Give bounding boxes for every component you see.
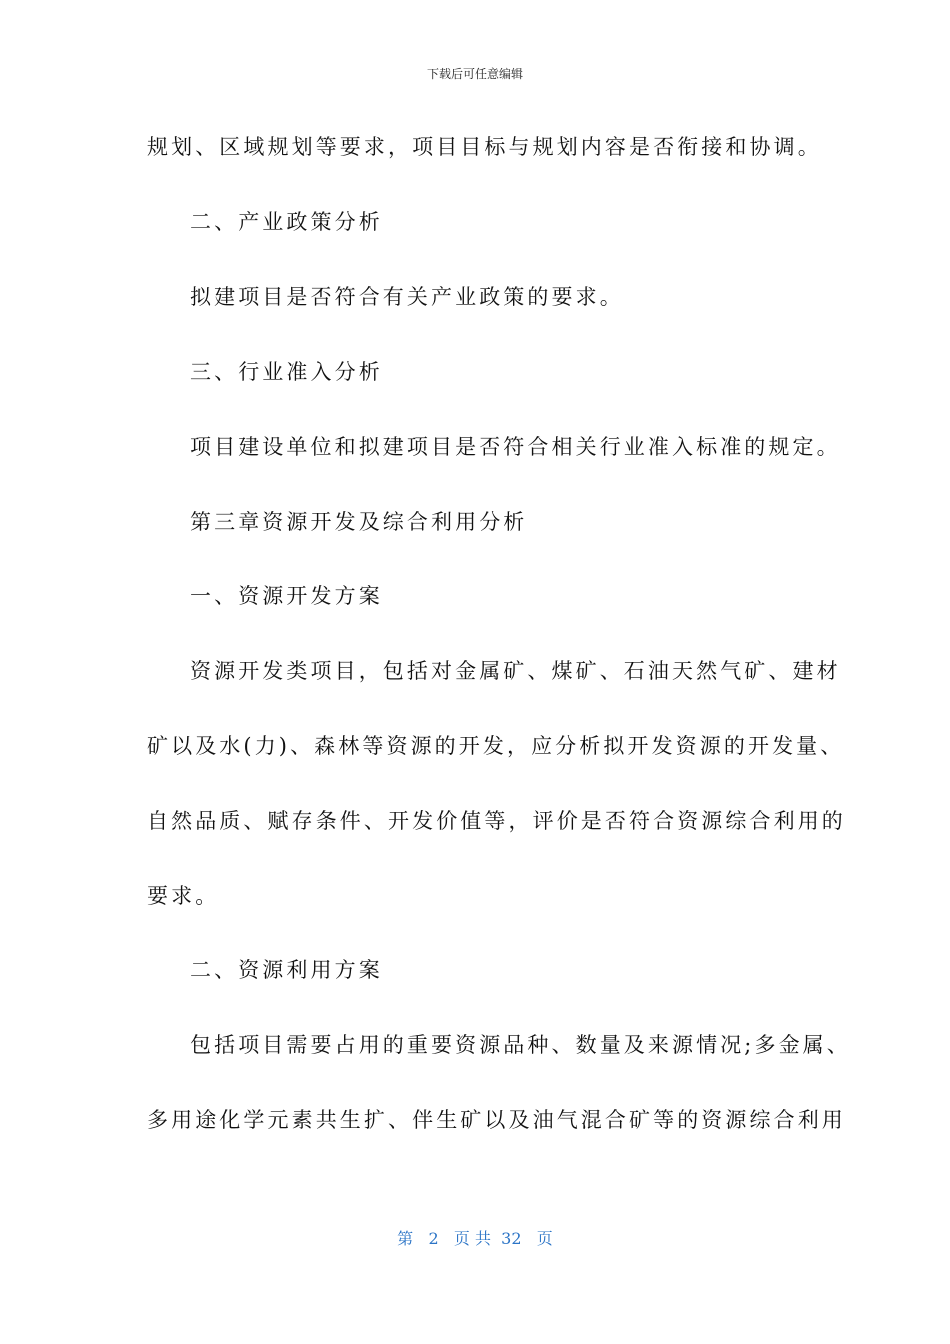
footer-suffix: 页 bbox=[536, 1229, 553, 1248]
paragraph-line-11: 要求。 bbox=[147, 884, 220, 908]
paragraph-line-9: 矿以及水(力)、森林等资源的开发，应分析拟开发资源的开发量、 bbox=[147, 734, 845, 758]
footer-middle: 页 共 bbox=[453, 1229, 491, 1248]
page-header: 下载后可任意编辑 bbox=[426, 67, 523, 81]
footer-total-pages: 32 bbox=[501, 1229, 522, 1248]
section-heading-industry-policy: 二、产业政策分析 bbox=[190, 210, 383, 234]
paragraph-line-1: 规划、区域规划等要求，项目目标与规划内容是否衔接和协调。 bbox=[147, 135, 822, 159]
paragraph-line-8: 资源开发类项目，包括对金属矿、煤矿、石油天然气矿、建材 bbox=[190, 659, 841, 683]
paragraph-line-13: 包括项目需要占用的重要资源品种、数量及来源情况;多金属、 bbox=[190, 1033, 851, 1057]
section-heading-utilization-plan: 二、资源利用方案 bbox=[190, 958, 383, 982]
section-heading-development-plan: 一、资源开发方案 bbox=[190, 584, 383, 608]
footer-current-page: 2 bbox=[428, 1229, 439, 1248]
page-footer bbox=[0, 1229, 950, 1249]
chapter-heading: 第三章资源开发及综合利用分析 bbox=[190, 510, 528, 534]
paragraph-line-3: 拟建项目是否符合有关产业政策的要求。 bbox=[190, 285, 624, 309]
section-heading-industry-access: 三、行业准入分析 bbox=[190, 360, 383, 384]
paragraph-line-14: 多用途化学元素共生扩、伴生矿以及油气混合矿等的资源综合利用 bbox=[147, 1108, 846, 1132]
paragraph-line-5: 项目建设单位和拟建项目是否符合相关行业准入标准的规定。 bbox=[190, 435, 841, 459]
paragraph-line-10: 自然品质、赋存条件、开发价值等，评价是否符合资源综合利用的 bbox=[147, 809, 846, 833]
footer-prefix: 第 bbox=[397, 1229, 414, 1248]
